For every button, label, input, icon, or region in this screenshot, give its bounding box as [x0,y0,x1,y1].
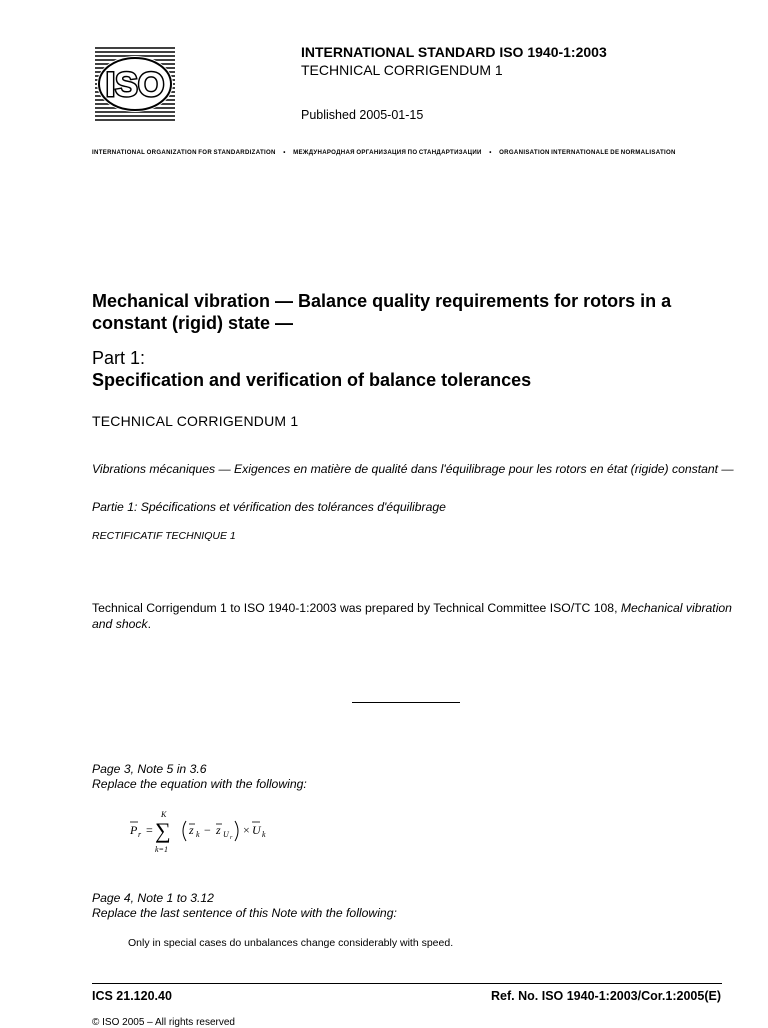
preparation-end: . [147,616,151,631]
french-part-title: Partie 1: Spécifications et vérification des tolérances d'équilibrage [92,500,446,514]
correction-instruction: Replace the last sentence of this Note with the following: [92,906,397,920]
equals-sign: = [146,823,153,837]
org-separator: • [283,149,286,156]
corrigendum-label: TECHNICAL CORRIGENDUM 1 [92,413,299,429]
correction-reference: Page 4, Note 1 to 3.12 [92,891,214,905]
equation-rhs: U [252,823,261,837]
org-english: INTERNATIONAL ORGANIZATION FOR STANDARDIZATION [92,149,276,156]
published-date: Published 2005-01-15 [301,108,424,122]
section-divider [352,702,460,703]
document-title: Mechanical vibration — Balance quality requirements for rotors in a constant (rigid) state — [92,291,672,333]
term-a-sub: k [196,830,200,839]
org-french: ORGANISATION INTERNATIONALE DE NORMALISATION [499,149,676,156]
corrigendum-subtitle: TECHNICAL CORRIGENDUM 1 [301,62,503,78]
preparation-statement [92,601,742,632]
equation-lhs: P [130,823,138,837]
equation [128,808,288,856]
correction-reference: Page 3, Note 5 in 3.6 [92,762,207,776]
french-rectificatif: RECTIFICATIF TECHNIQUE 1 [92,530,236,542]
copyright-notice: © ISO 2005 – All rights reserved [92,1017,235,1028]
organization-line [92,149,676,156]
sum-lower: k=1 [155,845,168,854]
right-paren [235,821,238,841]
logo-text: ISO [105,66,165,104]
iso-logo [95,46,175,123]
part-number: Part 1: [92,348,146,368]
org-russian: МЕЖДУНАРОДНАЯ ОРГАНИЗАЦИЯ ПО СТАНДАРТИЗАЦИИ [293,149,482,156]
part-title: Specification and verification of balance tolerances [92,370,532,390]
committee-name: Mechanical vibration and shock [92,601,732,631]
reference-number: Ref. No. ISO 1940-1:2003/Cor.1:2005(E) [491,989,721,1003]
equation-lhs-sub: r [138,830,142,839]
ics-code: ICS 21.120.40 [92,989,172,1003]
footer-rule [92,983,722,984]
term-a: z [189,823,194,837]
term-b: z [216,823,221,837]
sum-upper: K [161,810,167,819]
summation-symbol: ∑ [155,818,171,843]
preparation-text: Technical Corrigendum 1 to ISO 1940-1:2003 was prepared by Technical Committee ISO/TC 108, [92,601,621,615]
left-paren [183,821,186,841]
standard-title: INTERNATIONAL STANDARD ISO 1940-1:2003 [301,44,607,60]
correction-instruction: Replace the equation with the following: [92,777,307,791]
minus-sign: − [204,823,211,837]
equation-rhs-sub: k [262,830,266,839]
replacement-sentence: Only in special cases do unbalances change considerably with speed. [128,937,454,949]
french-title: Vibrations mécaniques — Exigences en matière de qualité dans l'équilibrage pour les rotors en état (rigide) constant — [92,462,734,476]
times-sign: × [243,823,250,837]
org-separator: • [489,149,492,156]
term-b-sub: U [223,830,229,839]
term-b-subsub: r [230,835,233,841]
